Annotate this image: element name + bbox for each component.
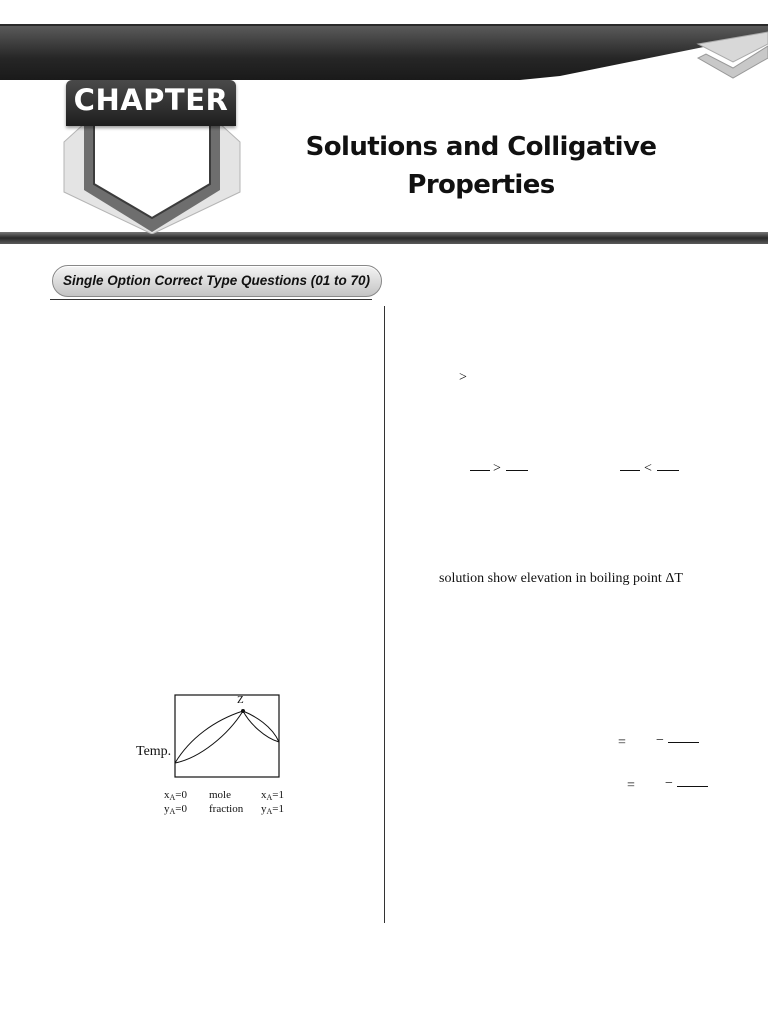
x-axis-left-top: $x_A=0$ — [164, 789, 187, 802]
chevron-decoration-icon — [658, 30, 768, 82]
section-tab-label: Single Option Correct Type Questions (01 to 70) — [63, 273, 371, 288]
chapter-title — [300, 128, 662, 204]
x-axis-mid-top: mole — [209, 789, 231, 801]
x-axis-right-bottom: $y_A=1$ — [261, 803, 284, 816]
equals-symbol: = — [618, 735, 626, 750]
greater-than-symbol: > — [459, 370, 467, 385]
chapter-shield-icon — [62, 112, 242, 234]
section-tab — [52, 265, 382, 297]
fraction-bar — [668, 742, 699, 743]
vapour-curve-left — [175, 711, 243, 763]
temp-axis-label: Temp. — [136, 744, 172, 759]
minus-symbol: − — [656, 733, 664, 748]
minus-symbol: − — [665, 776, 673, 791]
boiling-point-text: solution show elevation in boiling point ΔT — [439, 571, 683, 586]
equals-symbol: = — [627, 778, 635, 793]
chapter-title-line-1: Solutions and Colligative — [305, 132, 657, 162]
x-axis-right-top: $x_A=1$ — [261, 789, 284, 802]
chapter-badge — [66, 80, 236, 126]
section-underline — [50, 299, 372, 300]
azeotrope-point — [241, 709, 245, 713]
x-axis-mid-bottom: fraction — [209, 803, 244, 815]
plot-frame — [175, 695, 279, 777]
fraction-bar — [506, 470, 528, 471]
x-axis-left-bottom: $y_A=0$ — [164, 803, 187, 816]
chapter-label: CHAPTER — [73, 83, 229, 117]
fraction-bar — [470, 470, 490, 471]
liquidus-curve-left — [175, 711, 243, 763]
liquidus-curve-right — [243, 711, 279, 742]
chapter-title-line-2: Properties — [407, 170, 555, 200]
fraction-bar — [620, 470, 640, 471]
vapour-curve-right — [243, 711, 279, 742]
fraction-bar — [657, 470, 679, 471]
peak-label: Z — [237, 694, 244, 706]
comparison-greater: > — [493, 461, 501, 476]
banner-top-bar — [0, 26, 768, 80]
column-divider — [384, 306, 385, 923]
fraction-bar — [677, 786, 708, 787]
comparison-less: < — [644, 461, 652, 476]
